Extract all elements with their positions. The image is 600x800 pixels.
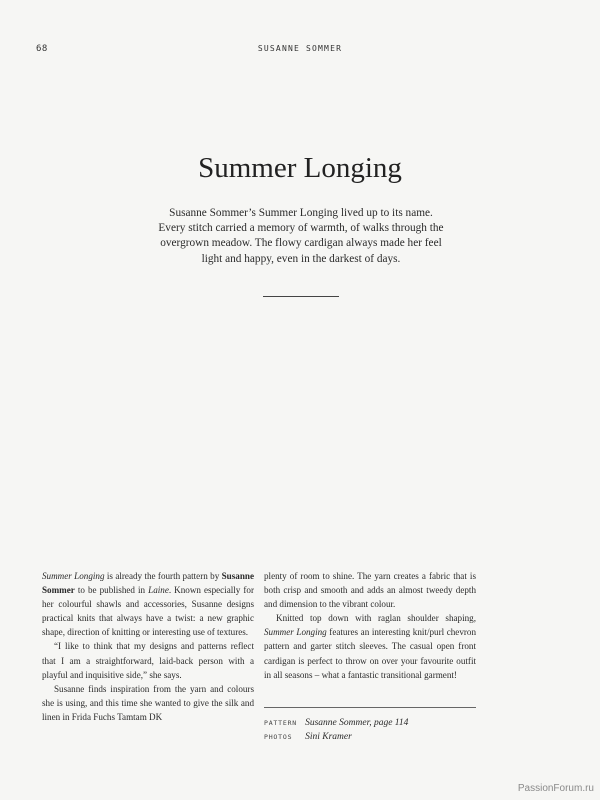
credit-label: PHOTOS xyxy=(264,733,293,741)
credit-pattern xyxy=(264,713,494,727)
credits xyxy=(264,713,494,741)
body-column-left xyxy=(42,569,254,724)
title-divider xyxy=(263,296,339,297)
body-paragraph-1: Summer Longing is already the fourth pattern by Susanne Sommer to be published in Laine. Known especially for her colourful shawls and accessories, Susanne designs practical knits that always have a twist: a new graphic shape, direction of knitting or interesting use of textures. xyxy=(42,571,254,638)
body-paragraph-5: Knitted top down with raglan shoulder shaping, Summer Longing features an interesting knit/purl chevron pattern and garter stitch sleeves. The casual open front cardigan is perfect to throw on over your favourite outfit in all seasons – what a fantastic transitional garment! xyxy=(264,613,476,680)
page-number: 68 xyxy=(36,44,48,54)
article-intro: Susanne Sommer’s Summer Longing lived up to its name. Every stitch carried a memory of warmth, of walks through the overgrown meadow. The flowy cardigan always made her feel light and happy, even in the darkest of days. xyxy=(158,207,444,265)
article-title: Summer Longing xyxy=(198,152,402,184)
running-head: SUSANNE SOMMER xyxy=(257,44,343,53)
magazine-name: Laine xyxy=(148,585,169,596)
body-column-right xyxy=(264,569,476,682)
credit-photos xyxy=(264,727,494,741)
body-paragraph-4: plenty of room to shine. The yarn creates a fabric that is both crisp and smooth and adds an almost tweedy depth and dimension to the vibrant colour. xyxy=(264,571,476,610)
pattern-title-italic: Summer Longing xyxy=(264,627,327,638)
credit-value: Sini Kramer xyxy=(305,732,352,742)
pattern-title-italic: Summer Longing xyxy=(42,571,105,581)
credits-divider xyxy=(264,707,476,708)
body-paragraph-2: “I like to think that my designs and patterns reflect that I am a straightforward, laid-back person with a playful and inquisitive side,” she says. xyxy=(42,641,254,680)
credit-label: PATTERN xyxy=(264,719,297,727)
designer-name: Susanne Sommer xyxy=(42,571,254,596)
watermark: PassionForum.ru xyxy=(517,783,594,794)
credit-value: Susanne Sommer, page 114 xyxy=(305,718,409,728)
body-paragraph-3: Susanne finds inspiration from the yarn and colours she is using, and this time she wanted to give the silk and linen in Frida Fuchs Tamtam DK xyxy=(42,683,254,722)
